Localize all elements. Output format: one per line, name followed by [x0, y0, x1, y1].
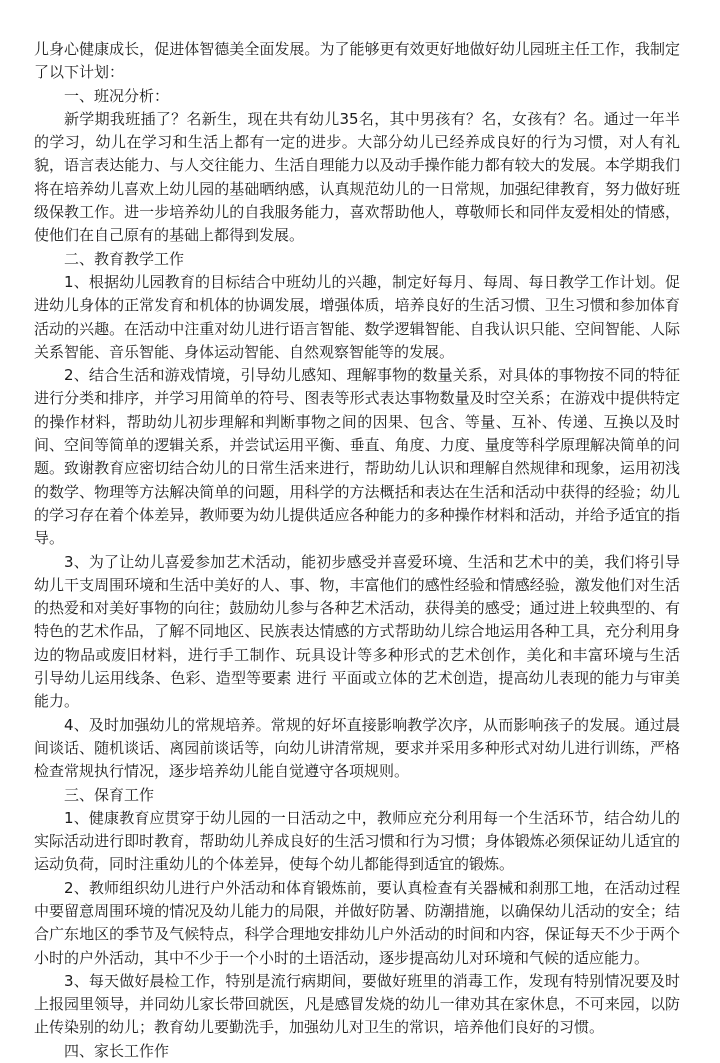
care-item-3: 3、每天做好晨检工作，特别是流行病期间，要做好班里的消毒工作，发现有特别情况要及时上报园里领导，并同幼儿家长带回就医，凡是感冒发烧的幼儿一律劝其在家休息，不可来园，以防止传染别的幼儿；教育幼儿要勤洗手，加强幼儿对卫生的常识，培养他们良好的习惯。 [34, 971, 680, 1037]
teaching-item-2: 2、结合生活和游戏情境，引导幼儿感知、理解事物的数量关系，对具体的事物按不同的特征进行分类和排序，并学习用简单的符号、图表等形式表达事物数量及时空关系；在游戏中提供特定的操作材料，帮助幼儿初步理解和判断事物之间的因果、包含、等量、互补、传递、互换以及时间、空间等简单的逻辑关系，并尝试运用平衡、垂直、角度、力度、量度等科学原理解决简单的问题。致谢教育应密切结合幼儿的日常生活来进行，帮助幼儿认识和理解自然规律和现象，运用初浅的数学、物理等方法解决简单的问题，用科学的方法概括和表达在生活和活动中获得的经验；幼儿的学习存在着个体差异，教师要为幼儿提供适应各种能力的多种操作材料和活动，并给予适宜的指导。 [34, 366, 680, 548]
class-analysis-paragraph: 新学期我班插了？名新生，现在共有幼儿35名，其中男孩有？名，女孩有？名。通过一年半的学习，幼儿在学习和生活上都有一定的进步。大部分幼儿已经养成良好的行为习惯，对人有礼貌，语言表达能力、与人交往能力、生活自理能力以及动手操作能力都有较大的发展。本学期我们将在培养幼儿喜欢上幼儿园的基础晒纳感，认真规范幼儿的一日常规，加强纪律教育，努力做好班级保教工作。进一步培养幼儿的自我服务能力，喜欢帮助他人，尊敬师长和同伴友爱相处的情感，使他们在自己原有的基础上都得到发展。 [34, 109, 680, 245]
intro-paragraph: 儿身心健康成长，促进体智德美全面发展。为了能够更有效更好地做好幼儿园班主任工作，我制定了以下计划： [34, 40, 680, 82]
care-item-1: 1、健康教育应贯穿于幼儿园的一日活动之中，教师应充分利用每一个生活环节，结合幼儿的实际活动进行即时教育，帮助幼儿养成良好的生活习惯和行为习惯；身体锻炼必须保证幼儿适宜的运动负荷，同时注重幼儿的个体差异，使每个幼儿都能得到适宜的锻炼。 [34, 808, 680, 874]
care-item-2: 2、教师组织幼儿进行户外活动和体育锻炼前，要认真检查有关器械和刹那工地，在活动过程中要留意周围环境的情况及幼儿能力的局限，并做好防暑、防潮措施，以确保幼儿活动的安全；结合广东地区的季节及气候特点，科学合理地安排幼儿户外活动的时间和内容，保证每天不少于两个小时的户外活动，其中不少于一个小时的土语活动，逐步提高幼儿对环境和气候的适应能力。 [34, 878, 680, 967]
document-page [34, 38, 680, 1063]
section-heading-teaching: 二、教育教学工作 [64, 249, 185, 268]
section-heading-parents: 四、家长工作作 [64, 1041, 170, 1060]
section-heading-class-analysis: 一、班况分析： [64, 86, 170, 105]
section-heading-care: 三、保育工作 [64, 785, 155, 804]
teaching-item-3: 3、为了让幼儿喜爱参加艺术活动，能初步感受并喜爱环境、生活和艺术中的美，我们将引导幼儿干支周围环境和生活中美好的人、事、物，丰富他们的感性经验和情感经验，激发他们对生活的热爱和对美好事物的向往；鼓励幼儿参与各种艺术活动，获得美的感受；通过进上较典型的、有特色的艺术作品，了解不同地区、民族表达情感的方式帮助幼儿综合地运用各种工具，充分利用身边的物品或废旧材料，进行手工制作、玩具设计等多种形式的艺术创作，美化和丰富环境与生活 引导幼儿运用线条、色彩、造型等要素 进行 平面或立体的艺术创造，提高幼儿表现的能力与审美能力。 [34, 552, 680, 711]
teaching-item-4: 4、及时加强幼儿的常规培养。常规的好坏直接影响教学次序，从而影响孩子的发展。通过晨间谈话、随机谈话、离园前谈话等，向幼儿讲清常规，要求并采用多种形式对幼儿进行训练，严格检查常规执行情况，逐步培养幼儿能自觉遵守各项规则。 [34, 715, 680, 781]
teaching-item-1: 1、根据幼儿园教育的目标结合中班幼儿的兴趣，制定好每月、每周、每日教学工作计划。促进幼儿身体的正常发育和机体的协调发展，增强体质，培养良好的生活习惯、卫生习惯和参加体育活动的兴趣。在活动中注重对幼儿进行语言智能、数学逻辑智能、自我认识只能、空间智能、人际关系智能、音乐智能、身体运动智能、自然观察智能等的发展。 [34, 272, 680, 361]
